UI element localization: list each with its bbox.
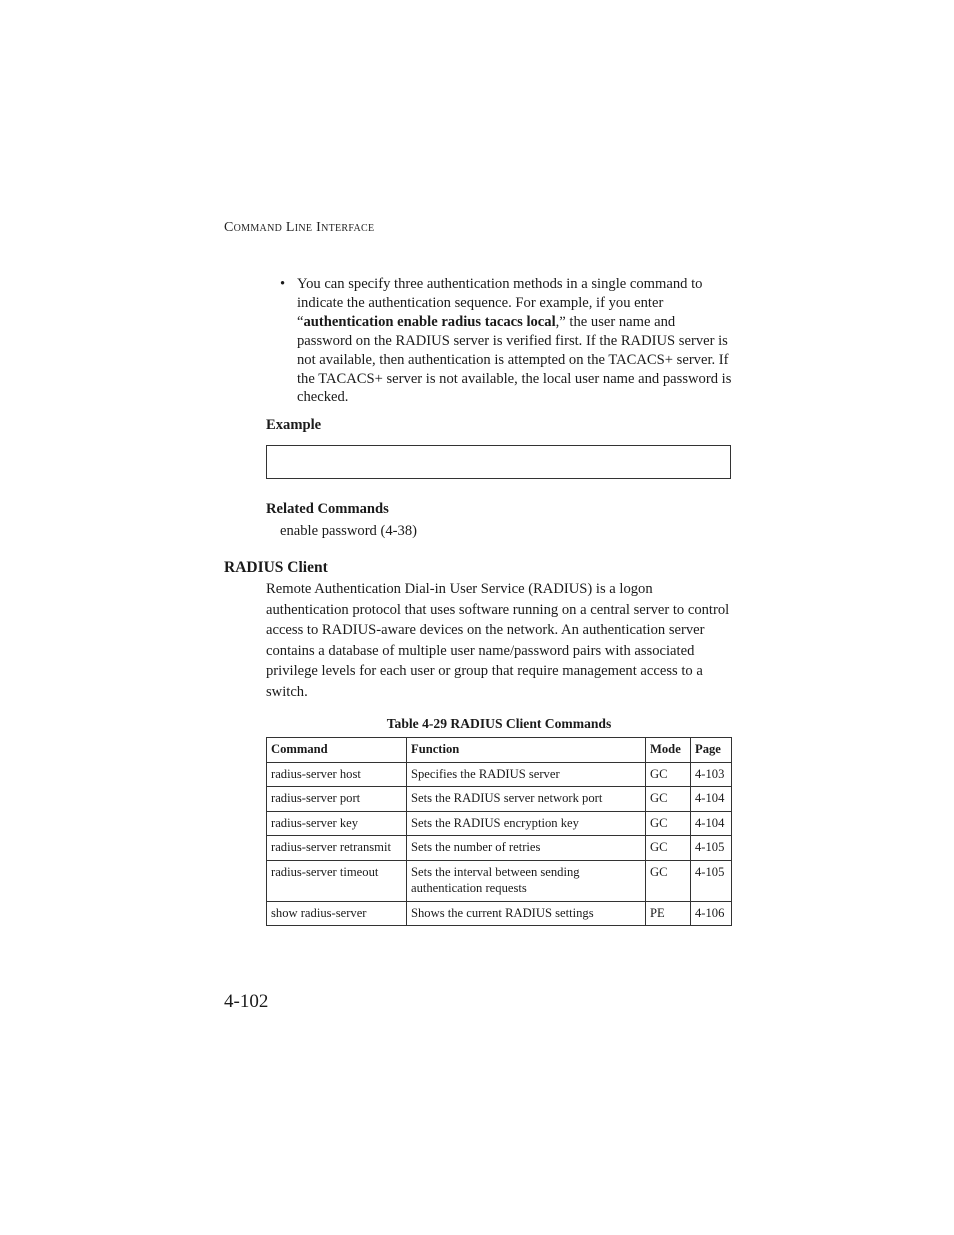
cell-function: Specifies the RADIUS server bbox=[407, 762, 646, 787]
cell-command: show radius-server bbox=[267, 901, 407, 926]
bullet-item bbox=[280, 275, 732, 407]
cell-mode: GC bbox=[646, 762, 691, 787]
cell-page: 4-105 bbox=[691, 860, 732, 901]
cell-command: radius-server retransmit bbox=[267, 836, 407, 861]
cell-page: 4-105 bbox=[691, 836, 732, 861]
bullet-text-before: You can specify three authentication methods in a single command to indicate the authentication sequence. For example, if you enter “ bbox=[297, 276, 703, 330]
related-command-item: enable password (4-38) bbox=[280, 523, 417, 539]
cell-command: radius-server key bbox=[267, 811, 407, 836]
bullet-marker: • bbox=[280, 276, 286, 292]
cell-mode: GC bbox=[646, 811, 691, 836]
cell-page: 4-104 bbox=[691, 811, 732, 836]
cell-mode: GC bbox=[646, 860, 691, 901]
header-function: Function bbox=[407, 738, 646, 763]
example-heading: Example bbox=[266, 417, 322, 433]
cell-command: radius-server timeout bbox=[267, 860, 407, 901]
cell-command: radius-server port bbox=[267, 787, 407, 812]
bullet-text-after: ,” the user name and password on the RADIUS server is verified first. If the RADIUS server is not available, then authentication is attempted on the TACACS+ server. If the TACACS+ server is not available, the local user name and password is checked. bbox=[297, 313, 732, 406]
cell-command: radius-server host bbox=[267, 762, 407, 787]
cell-page: 4-104 bbox=[691, 787, 732, 812]
header-mode: Mode bbox=[646, 738, 691, 763]
table-row bbox=[267, 860, 732, 901]
bullet-text bbox=[297, 275, 732, 407]
table-caption: Table 4-29 RADIUS Client Commands bbox=[386, 716, 612, 731]
related-commands-heading: Related Commands bbox=[266, 501, 389, 517]
table-row bbox=[267, 762, 732, 787]
cell-function: Sets the number of retries bbox=[407, 836, 646, 861]
cell-function: Shows the current RADIUS settings bbox=[407, 901, 646, 926]
radius-commands-table bbox=[266, 737, 732, 926]
table-header-row bbox=[267, 738, 732, 763]
section-paragraph: Remote Authentication Dial-in User Service (RADIUS) is a logon authentication protocol that uses software running on a central server to control access to RADIUS-aware devices on the network. An authentication server contains a database of multiple user name/password pairs with associated privilege levels for each user or group that require management access to a switch. bbox=[266, 581, 730, 700]
cell-mode: GC bbox=[646, 787, 691, 812]
cell-page: 4-103 bbox=[691, 762, 732, 787]
table-row bbox=[267, 901, 732, 926]
cell-function: Sets the RADIUS server network port bbox=[407, 787, 646, 812]
bullet-text-bold: authentication enable radius tacacs local bbox=[303, 313, 556, 330]
cell-function: Sets the RADIUS encryption key bbox=[407, 811, 646, 836]
table-row bbox=[267, 811, 732, 836]
cell-function: Sets the interval between sending authentication requests bbox=[407, 860, 646, 901]
cell-page: 4-106 bbox=[691, 901, 732, 926]
cell-mode: GC bbox=[646, 836, 691, 861]
example-box bbox=[266, 445, 731, 479]
header-page: Page bbox=[691, 738, 732, 763]
cell-mode: PE bbox=[646, 901, 691, 926]
running-head: Command Line Interface bbox=[224, 220, 375, 235]
table-row bbox=[267, 836, 732, 861]
table-row bbox=[267, 787, 732, 812]
page-number: 4-102 bbox=[224, 991, 269, 1012]
section-title: RADIUS Client bbox=[224, 559, 328, 576]
header-command: Command bbox=[267, 738, 407, 763]
